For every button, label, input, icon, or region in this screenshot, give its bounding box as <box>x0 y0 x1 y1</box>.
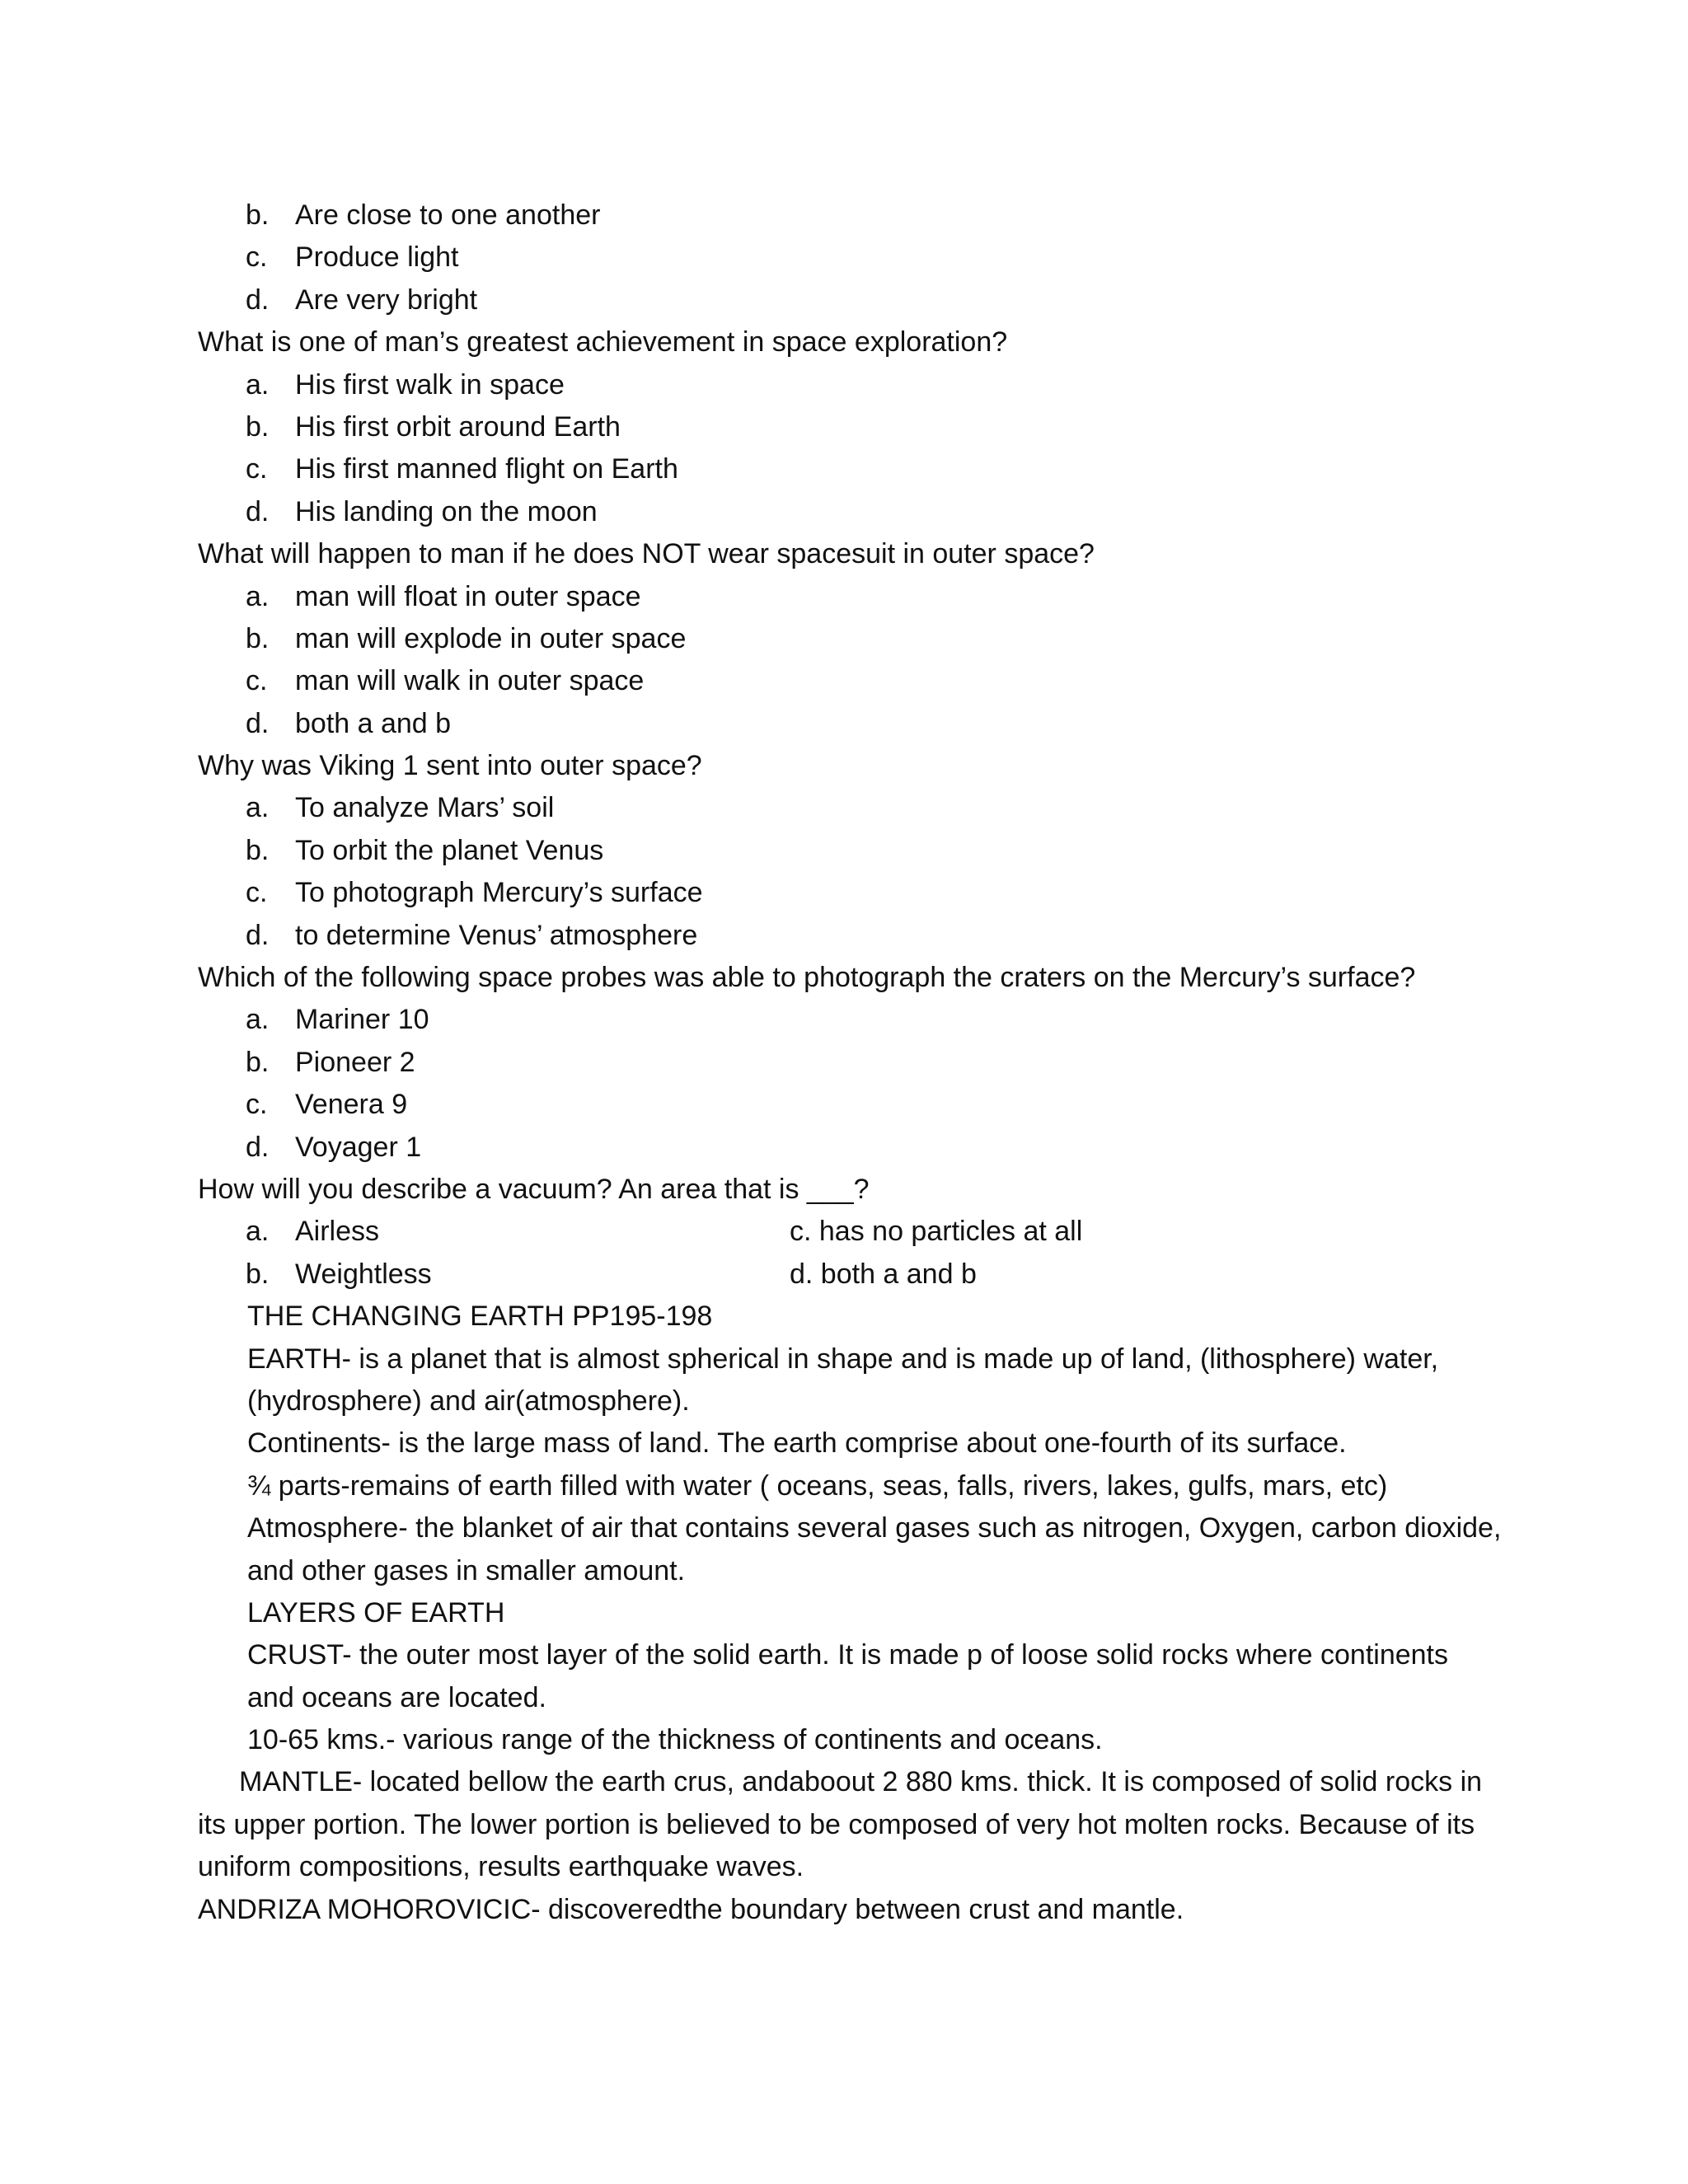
option-text: His landing on the moon <box>295 495 598 527</box>
option-letter: b. <box>246 1046 270 1078</box>
option-letter: a. <box>246 792 270 824</box>
option-row <box>198 830 1500 872</box>
option-letter: d. <box>246 707 270 739</box>
note-line: ¾ parts-remains of earth filled with water ( oceans, seas, falls, rivers, lakes, gulfs, mars, etc) <box>247 1469 1388 1502</box>
option-letter: b. <box>246 1258 270 1290</box>
option-letter: d. <box>246 495 270 527</box>
option-row <box>198 491 1500 533</box>
option-row <box>198 1042 1500 1084</box>
note-line: and oceans are located. <box>247 1681 546 1713</box>
option-text-right: d. both a and b <box>790 1258 977 1290</box>
option-row <box>198 999 1500 1041</box>
option-letter: d. <box>246 919 270 951</box>
option-text: Are close to one another <box>295 199 601 231</box>
note-line: uniform compositions, results earthquake waves. <box>198 1851 804 1883</box>
option-text: His first orbit around Earth <box>295 410 621 443</box>
note-line: ANDRIZA MOHOROVICIC- discoveredthe boundary between crust and mantle. <box>198 1893 1184 1925</box>
note-line: MANTLE- located bellow the earth crus, andaboout 2 880 kms. thick. It is composed of solid rocks in <box>239 1766 1483 1798</box>
option-letter: c. <box>246 241 268 274</box>
note-line: and other gases in smaller amount. <box>247 1554 686 1586</box>
question-text: Which of the following space probes was able to photograph the craters on the Mercury’s surface? <box>198 962 1416 994</box>
question-text: What will happen to man if he does NOT wear spacesuit in outer space? <box>198 538 1095 570</box>
option-letter: a. <box>246 368 270 401</box>
option-letter: a. <box>246 580 270 612</box>
option-text-right: c. has no particles at all <box>790 1216 1083 1248</box>
question-text: What is one of man’s greatest achievement in space exploration? <box>198 326 1008 359</box>
option-letter: d. <box>246 284 270 316</box>
option-text: His first walk in space <box>295 368 565 401</box>
option-letter: b. <box>246 199 270 231</box>
option-row <box>198 1127 1500 1169</box>
note-line: 10-65 kms.- various range of the thickness of continents and oceans. <box>247 1724 1103 1756</box>
question-text: Why was Viking 1 sent into outer space? <box>198 750 702 782</box>
option-text: Are very bright <box>295 284 478 316</box>
option-row <box>198 448 1500 490</box>
option-row <box>198 872 1500 914</box>
option-letter: b. <box>246 410 270 443</box>
option-text: Mariner 10 <box>295 1004 429 1036</box>
option-row <box>198 787 1500 829</box>
section-heading: THE CHANGING EARTH PP195-198 <box>247 1301 713 1333</box>
option-letter: c. <box>246 1089 268 1121</box>
option-text: To orbit the planet Venus <box>295 834 604 866</box>
option-letter: c. <box>246 877 268 909</box>
option-text: Airless <box>295 1216 380 1248</box>
option-row <box>198 237 1500 279</box>
option-row <box>198 364 1500 406</box>
option-row <box>198 576 1500 618</box>
note-line: CRUST- the outer most layer of the solid earth. It is made p of loose solid rocks where continents <box>247 1639 1449 1671</box>
document-content <box>198 194 1500 1931</box>
note-line: Continents- is the large mass of land. The earth comprise about one-fourth of its surface. <box>247 1427 1347 1460</box>
option-row <box>198 703 1500 745</box>
option-text: Pioneer 2 <box>295 1046 415 1078</box>
option-row <box>198 194 1500 237</box>
option-row <box>198 660 1500 702</box>
option-text: His first manned flight on Earth <box>295 453 678 485</box>
option-row <box>198 618 1500 660</box>
option-letter: c. <box>246 453 268 485</box>
option-text: man will walk in outer space <box>295 665 645 697</box>
option-row <box>198 1084 1500 1126</box>
option-letter: b. <box>246 622 270 654</box>
option-letter: c. <box>246 665 268 697</box>
option-row <box>198 915 1500 957</box>
option-letter: a. <box>246 1216 270 1248</box>
option-text: Voyager 1 <box>295 1131 422 1163</box>
note-line: its upper portion. The lower portion is believed to be composed of very hot molten rocks. Because of its <box>198 1808 1475 1840</box>
option-text: To photograph Mercury’s surface <box>295 877 703 909</box>
option-row <box>198 279 1500 321</box>
option-row <box>198 406 1500 448</box>
option-letter: d. <box>246 1131 270 1163</box>
option-text: man will explode in outer space <box>295 622 687 654</box>
section-heading: LAYERS OF EARTH <box>247 1596 505 1629</box>
note-line: (hydrosphere) and air(atmosphere). <box>247 1385 690 1417</box>
note-line: EARTH- is a planet that is almost spherical in shape and is made up of land, (lithosphere) water, <box>247 1343 1439 1375</box>
option-text: To analyze Mars’ soil <box>295 792 555 824</box>
option-text: Weightless <box>295 1258 432 1290</box>
option-letter: a. <box>246 1004 270 1036</box>
question-text: How will you describe a vacuum? An area that is ___? <box>198 1173 870 1205</box>
option-text: Venera 9 <box>295 1089 408 1121</box>
option-row <box>198 1254 1500 1296</box>
option-text: man will float in outer space <box>295 580 641 612</box>
option-row <box>198 1211 1500 1253</box>
option-text: to determine Venus’ atmosphere <box>295 919 698 951</box>
note-line: Atmosphere- the blanket of air that contains several gases such as nitrogen, Oxygen, carbon dioxide, <box>247 1512 1502 1544</box>
option-letter: b. <box>246 834 270 866</box>
option-text: Produce light <box>295 241 459 274</box>
option-text: both a and b <box>295 707 452 739</box>
